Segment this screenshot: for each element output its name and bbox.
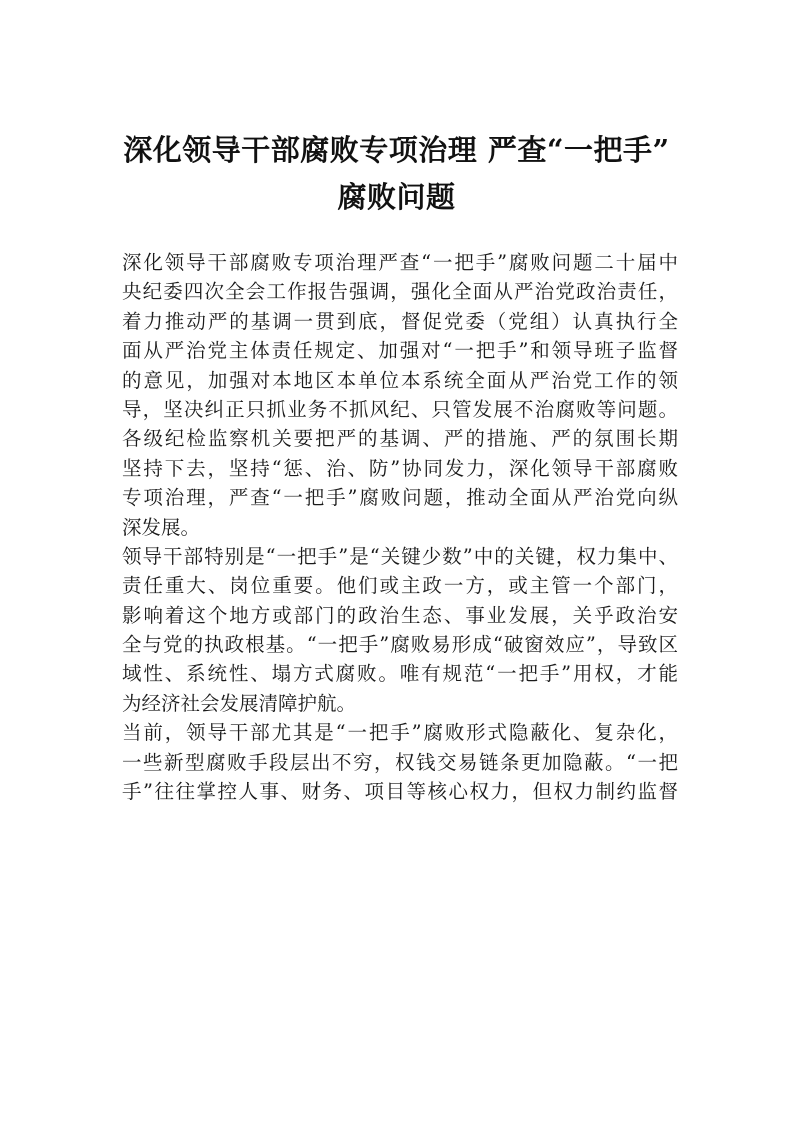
body-line: 手”往往掌控人事、财务、项目等核心权力，但权力制约监督 [122,780,678,804]
body-line: 责任重大、岗位重要。他们或主政一方，或主管一个部门， [122,574,678,598]
body-line: 影响着这个地方或部门的政治生态、事业发展，关乎政治安 [122,603,678,627]
body-line: 全与党的执政根基。“一把手”腐败易形成“破窗效应”，导致区 [122,633,678,657]
body-line: 央纪委四次全会工作报告强调，强化全面从严治党政治责任， [122,280,678,304]
body-line: 一些新型腐败手段层出不穷，权钱交易链条更加隐蔽。“一把 [122,750,678,774]
body-line: 专项治理，严查“一把手”腐败问题，推动全面从严治党向纵 [122,486,678,510]
body-line: 着力推动严的基调一贯到底，督促党委（党组）认真执行全 [122,309,678,333]
body-line: 领导干部特别是“一把手”是“关键少数”中的关键，权力集中、 [122,544,678,568]
document-body [122,248,678,806]
document-title-line-1: 深化领导干部腐败专项治理 严查“一把手” [123,133,670,167]
body-line: 深化领导干部腐败专项治理严查“一把手”腐败问题二十届中 [122,251,678,274]
body-line: 为经济社会发展清障护航。 [122,691,357,715]
body-line: 各级纪检监察机关要把严的基调、严的措施、严的氛围长期 [122,427,678,451]
body-line: 坚持下去，坚持“惩、治、防”协同发力，深化领导干部腐败 [122,456,678,480]
body-line: 面从严治党主体责任规定、加强对“一把手”和领导班子监督 [122,339,678,363]
body-line: 域性、系统性、塌方式腐败。唯有规范“一把手”用权，才能 [122,662,678,686]
body-line: 当前，领导干部尤其是“一把手”腐败形式隐蔽化、复杂化， [122,721,678,745]
document-title-line-2: 腐败问题 [337,180,456,214]
body-line: 导，坚决纠正只抓业务不抓风纪、只管发展不治腐败等问题。 [122,397,678,421]
body-line: 的意见，加强对本地区本单位本系统全面从严治党工作的领 [122,368,678,392]
body-line: 深发展。 [122,515,201,539]
